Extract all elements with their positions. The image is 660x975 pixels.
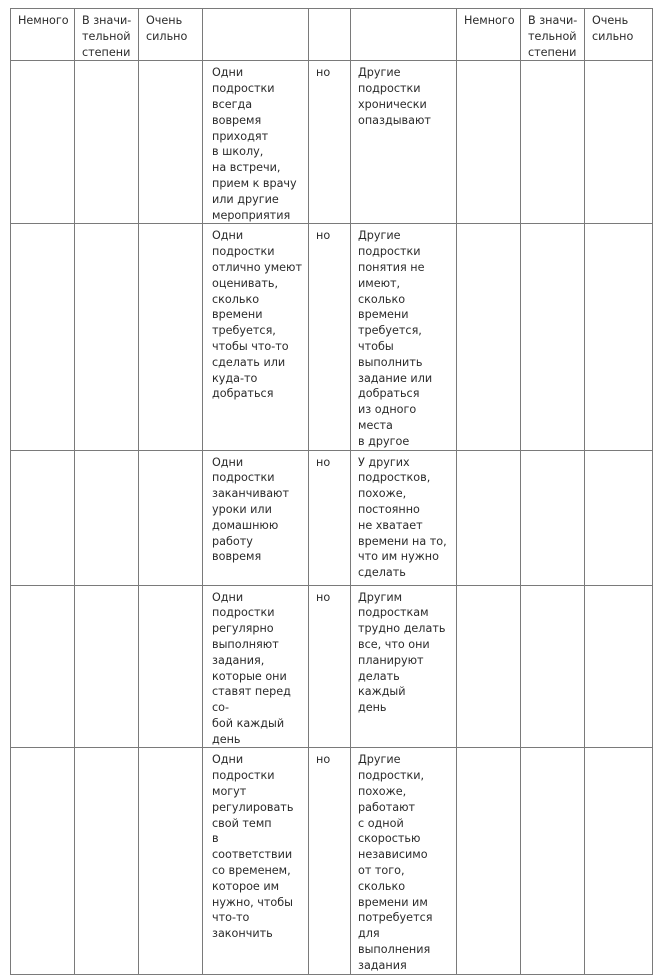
table-row bbox=[11, 585, 653, 748]
rating-cell[interactable] bbox=[585, 585, 653, 748]
connector-word: но bbox=[309, 224, 351, 450]
header-row bbox=[11, 9, 653, 61]
connector-word: но bbox=[309, 585, 351, 748]
statement-right: У других подростков, похоже, постоянно не хватает времени на то, что им нужно сделать bbox=[351, 450, 457, 585]
table-row bbox=[11, 61, 653, 224]
header-blank-statement-right bbox=[351, 9, 457, 61]
rating-cell[interactable] bbox=[139, 224, 203, 450]
rating-cell[interactable] bbox=[585, 61, 653, 224]
rating-cell[interactable] bbox=[585, 224, 653, 450]
rating-cell[interactable] bbox=[11, 748, 75, 974]
rating-cell[interactable] bbox=[139, 61, 203, 224]
connector-word: но bbox=[309, 450, 351, 585]
rating-cell[interactable] bbox=[521, 450, 585, 585]
statement-left: Одни подростки отлично умеют оценивать, сколько времени требуется, чтобы что-то сделать или куда-то добраться bbox=[203, 224, 309, 450]
statement-left: Одни подростки всегда вовремя приходят в школу, на встречи, прием к врачу или другие мероприятия bbox=[203, 61, 309, 224]
header-right-considerably: В значи- тельной степени bbox=[521, 9, 585, 61]
statement-right: Другим подросткам трудно делать все, что они планируют делать каждый день bbox=[351, 585, 457, 748]
rating-cell[interactable] bbox=[11, 224, 75, 450]
survey-table bbox=[10, 8, 653, 975]
rating-cell[interactable] bbox=[139, 748, 203, 974]
rating-cell[interactable] bbox=[75, 224, 139, 450]
rating-cell[interactable] bbox=[75, 585, 139, 748]
rating-cell[interactable] bbox=[457, 748, 521, 974]
statement-left: Одни подростки регулярно выполняют задания, которые они ставят перед со- бой каждый день bbox=[203, 585, 309, 748]
rating-cell[interactable] bbox=[139, 450, 203, 585]
statement-right: Другие подростки понятия не имеют, сколько времени требуется, чтобы выполнить задание или добраться из одного места в другое bbox=[351, 224, 457, 450]
rating-cell[interactable] bbox=[585, 450, 653, 585]
header-blank-statement-left bbox=[203, 9, 309, 61]
header-left-considerably: В значи- тельной степени bbox=[75, 9, 139, 61]
connector-word: но bbox=[309, 748, 351, 974]
statement-left: Одни подростки могут регулировать свой темп в соответствии со временем, которое им нужно, чтобы что-то закончить bbox=[203, 748, 309, 974]
rating-cell[interactable] bbox=[521, 585, 585, 748]
rating-cell[interactable] bbox=[139, 585, 203, 748]
table-row bbox=[11, 450, 653, 585]
rating-cell[interactable] bbox=[11, 61, 75, 224]
rating-cell[interactable] bbox=[585, 748, 653, 974]
header-left-somewhat: Немного bbox=[11, 9, 75, 61]
connector-word: но bbox=[309, 61, 351, 224]
rating-cell[interactable] bbox=[457, 224, 521, 450]
rating-cell[interactable] bbox=[521, 748, 585, 974]
rating-cell[interactable] bbox=[75, 450, 139, 585]
rating-cell[interactable] bbox=[457, 585, 521, 748]
rating-cell[interactable] bbox=[521, 61, 585, 224]
statement-left: Одни подростки заканчивают уроки или домашнюю работу вовремя bbox=[203, 450, 309, 585]
rating-cell[interactable] bbox=[11, 450, 75, 585]
header-left-very-much: Очень сильно bbox=[139, 9, 203, 61]
header-blank-middle bbox=[309, 9, 351, 61]
statement-right: Другие подростки хронически опаздывают bbox=[351, 61, 457, 224]
rating-cell[interactable] bbox=[75, 61, 139, 224]
table-row bbox=[11, 224, 653, 450]
statement-right: Другие подростки, похоже, работают с одной скоростью независимо от того, сколько времени им потребуется для выполнения задания bbox=[351, 748, 457, 974]
header-right-very-much: Очень сильно bbox=[585, 9, 653, 61]
rating-cell[interactable] bbox=[75, 748, 139, 974]
header-right-somewhat: Немного bbox=[457, 9, 521, 61]
rating-cell[interactable] bbox=[11, 585, 75, 748]
rating-cell[interactable] bbox=[521, 224, 585, 450]
table-row bbox=[11, 748, 653, 974]
rating-cell[interactable] bbox=[457, 450, 521, 585]
rating-cell[interactable] bbox=[457, 61, 521, 224]
